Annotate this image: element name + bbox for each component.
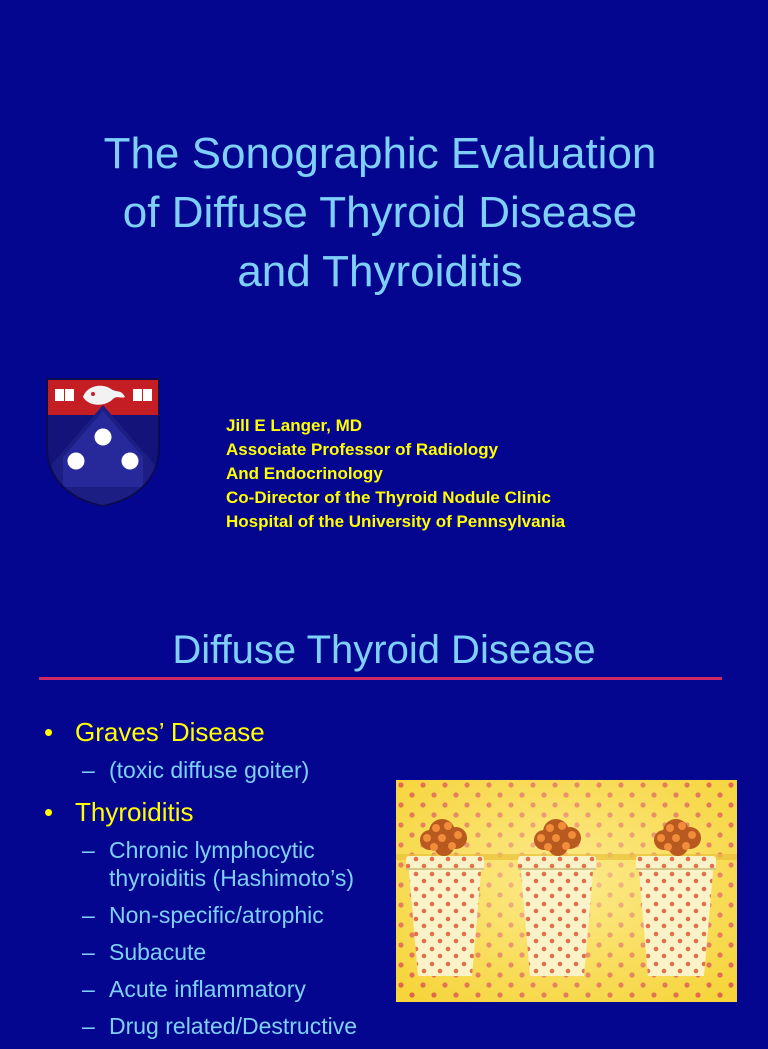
- author-name: Jill E Langer, MD: [226, 416, 363, 435]
- sub-bullet-text: Non-specific/atrophic: [109, 902, 324, 928]
- author-line: Co-Director of the Thyroid Nodule Clinic: [226, 488, 551, 507]
- dash-icon: –: [82, 757, 95, 783]
- dash-icon: –: [82, 902, 95, 928]
- sub-bullet-text: Drug related/Destructive: [109, 1013, 357, 1039]
- sub-bullet-item: [44, 756, 357, 784]
- author-line: Associate Professor of Radiology: [226, 440, 499, 459]
- bullet-dot-icon: •: [44, 717, 54, 747]
- slide-title: The Sonographic Evaluation of Diffuse Thyroid Disease and Thyroiditis: [103, 129, 657, 296]
- sub-bullet-text: Subacute: [109, 939, 207, 965]
- author-line: Hospital of the University of Pennsylvania: [226, 512, 566, 531]
- sub-bullet-text: thyroiditis (Hashimoto’s): [109, 865, 354, 891]
- bullet-text: Graves’ Disease: [75, 717, 265, 747]
- divider: [39, 677, 722, 680]
- sub-bullet-item: [44, 836, 357, 892]
- bullet-dot-icon: •: [44, 797, 54, 827]
- author-line: And Endocrinology: [226, 464, 383, 483]
- dash-icon: –: [82, 939, 95, 965]
- bullet-item: [44, 714, 357, 750]
- sub-bullet-item: [44, 975, 357, 1003]
- sub-bullet-text: (toxic diffuse goiter): [109, 757, 310, 783]
- sub-bullet-item: [44, 1012, 357, 1040]
- bullet-item: [44, 794, 357, 830]
- sub-bullet-item: [44, 901, 357, 929]
- dash-icon: –: [82, 1013, 95, 1039]
- slide-heading: Diffuse Thyroid Disease: [172, 628, 596, 672]
- bullet-text: Thyroiditis: [75, 797, 194, 827]
- sub-bullet-text: Chronic lymphocytic: [109, 837, 315, 863]
- dash-icon: –: [82, 837, 95, 863]
- sub-bullet-item: [44, 938, 357, 966]
- sub-bullet-text: Acute inflammatory: [109, 976, 306, 1002]
- university-shield-icon: [45, 377, 161, 507]
- dash-icon: –: [82, 976, 95, 1002]
- author-block: [226, 414, 565, 534]
- flower-pots-photo: [396, 780, 737, 1002]
- bullet-list: [44, 714, 357, 1049]
